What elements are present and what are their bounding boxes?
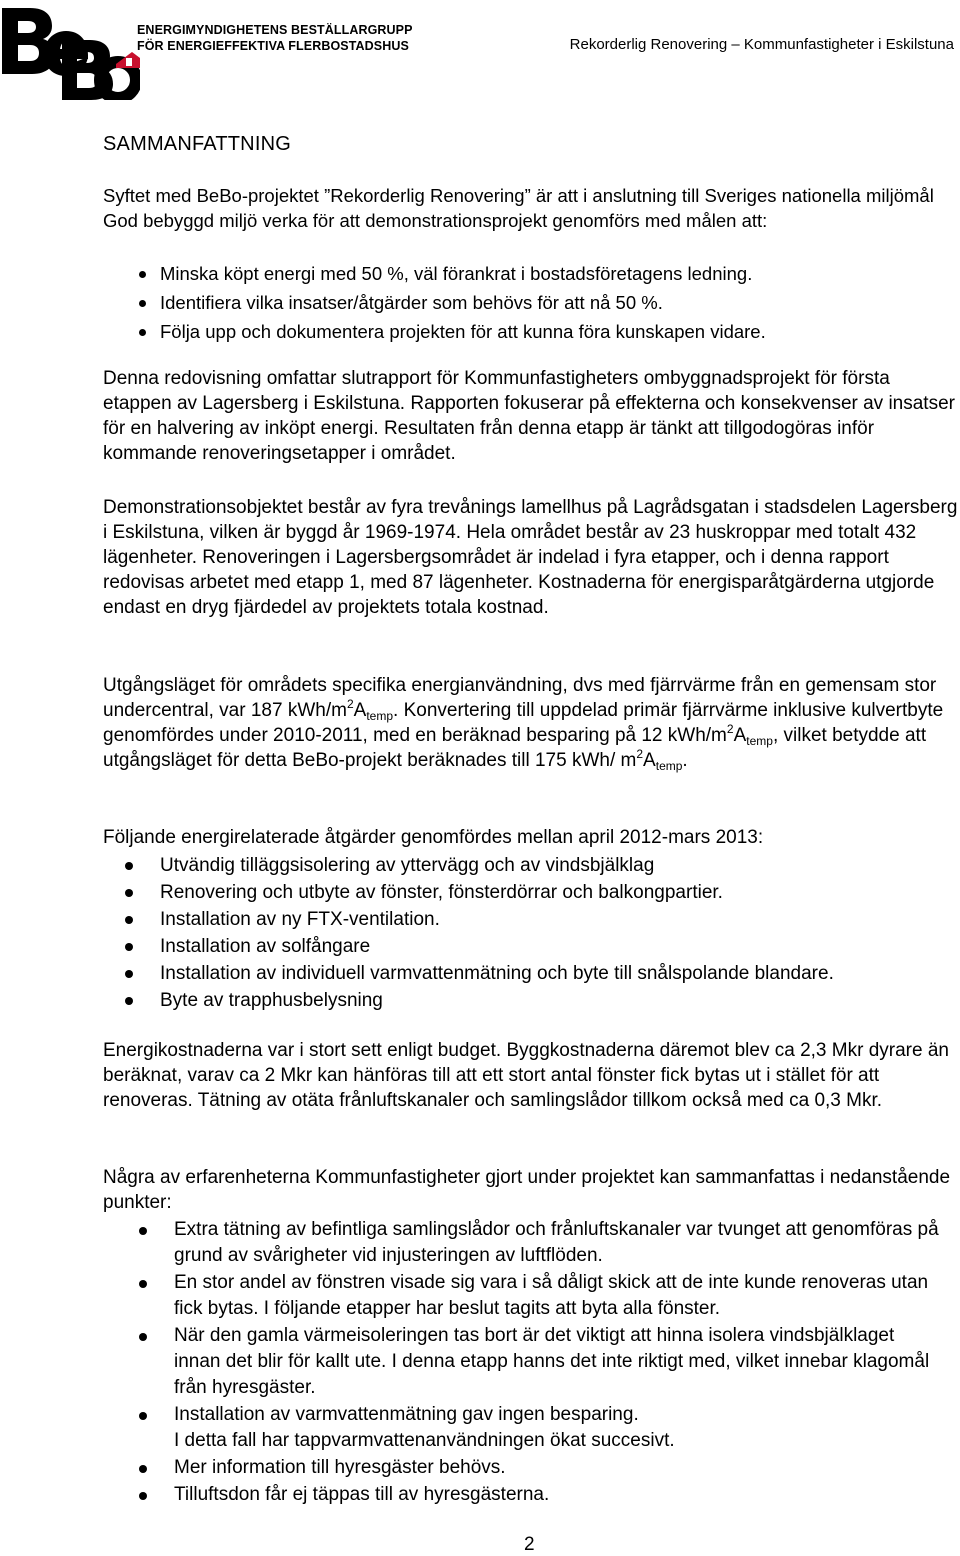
text-run: , vilket betydde att utgångsläget för detta BeBo-projekt beräknades till 175 kWh/ m xyxy=(103,725,927,771)
text-run: . Konvertering till uppdelad primär fjärrvärme inklusive kulvertbyte genomfördes under 2010-2011, med en beräknad besparing på 12 kWh/m xyxy=(103,700,944,746)
list-item: Identifiera vilka insatser/åtgärder som behövs för att nå 50 %. xyxy=(160,288,950,317)
list-item: Utvändig tilläggsisolering av yttervägg och av vindsbjälklag xyxy=(160,852,950,879)
measures-list xyxy=(160,852,950,1014)
lessons-intro: Några av erfarenheterna Kommunfastigheter gjort under projektet kan sammanfattas i nedanstående punkter: xyxy=(103,1167,951,1213)
org-name xyxy=(137,22,413,54)
lessons-list xyxy=(174,1217,944,1509)
org-line-2: FÖR ENERGIEFFEKTIVA FLERBOSTADSHUS xyxy=(137,39,409,53)
superscript: 2 xyxy=(726,722,734,736)
list-item: Installation av solfångare xyxy=(160,933,950,960)
list-item: Följa upp och dokumentera projekten för att kunna föra kunskapen vidare. xyxy=(160,317,950,346)
superscript: 2 xyxy=(636,747,644,761)
list-item: Installation av varmvattenmätning gav ingen besparing. I detta fall har tappvarmvattenanvändningen ökat succesivt. xyxy=(174,1402,944,1454)
goals-list xyxy=(160,259,950,346)
object-paragraph: Demonstrationsobjektet består av fyra trevånings lamellhus på Lagrådsgatan i stadsdelen Lagersberg i Eskilstuna, vilken är byggd år 1969-1974. Hela området består av 23 huskroppar med totalt 432 lägenheter. Renoveringen i Lagersbergsområdet är indelad i fyra etapper, och i denna rapport redovisas arbetet med etapp 1, med 87 lägenheter. Kostnaderna för energisparåtgärderna utgjorde endast en dryg fjärdedel av projektets totala kostnad. xyxy=(103,497,958,618)
text-run: . xyxy=(682,750,688,771)
list-item: När den gamla värmeisoleringen tas bort är det viktigt att hinna isolera vindsbjälklaget innan det blir för kallt ute. I denna etapp hanns det inte riktigt med, vilket innebar klagomål från hyresgäster. xyxy=(174,1323,944,1401)
org-line-1: ENERGIMYNDIGHETENS BESTÄLLARGRUPP xyxy=(137,23,413,37)
list-item: Mer information till hyresgäster behövs. xyxy=(174,1455,944,1481)
text-run: A xyxy=(643,750,656,771)
list-item: Installation av individuell varmvattenmätning och byte till snålspolande blandare. xyxy=(160,960,950,987)
energy-baseline-paragraph xyxy=(103,673,960,773)
section-title: SAMMANFATTNING xyxy=(103,133,291,155)
text-run: A xyxy=(733,725,747,746)
subscript: temp xyxy=(746,734,773,748)
intro-paragraph: Syftet med BeBo-projektet ”Rekorderlig Renovering” är att i anslutning till Sveriges nationella miljömål God bebyggd miljö verka för att demonstrationsprojekt genomförs med målen att: xyxy=(103,185,934,231)
list-item: Extra tätning av befintliga samlingslådor och frånluftskanaler var tvunget att genomföras på grund av svårigheter vid injusteringen av luftflöden. xyxy=(174,1217,944,1269)
superscript: 2 xyxy=(346,697,354,711)
list-item: Installation av ny FTX-ventilation. xyxy=(160,906,950,933)
page-number: 2 xyxy=(524,1534,535,1555)
measures-intro: Följande energirelaterade åtgärder genomfördes mellan april 2012-mars 2013: xyxy=(103,827,764,848)
subscript: temp xyxy=(655,759,683,773)
running-header: Rekorderlig Renovering – Kommunfastigheter i Eskilstuna xyxy=(569,36,954,53)
list-item: Tilluftsdon får ej täppas till av hyresgästerna. xyxy=(174,1482,944,1508)
list-item: En stor andel av fönstren visade sig vara i så dåligt skick att de inte kunde renoveras utan fick bytas. I följande etapper har beslut tagits att byta alla fönster. xyxy=(174,1270,944,1322)
text-run: Utgångsläget för områdets specifika energianvändning, dvs med fjärrvärme från en gemensam stor undercentral, var 187 kWh/m xyxy=(103,675,937,721)
costs-paragraph: Energikostnaderna var i stort sett enligt budget. Byggkostnaderna däremot blev ca 2,3 Mkr dyrare än beräknat, varav ca 2 Mkr kan hänföras till att ett stort antal fönster fick bytas ut i stället för att renoveras. Tätning av otäta frånluftskanaler och samlingslådor tillkom också med ca 0,3 Mkr. xyxy=(103,1040,949,1111)
list-item: Minska köpt energi med 50 %, väl förankrat i bostadsföretagens ledning. xyxy=(160,259,950,288)
subscript: temp xyxy=(366,709,394,723)
scope-paragraph: Denna redovisning omfattar slutrapport för Kommunfastigheters ombyggnadsprojekt för första etappen av Lagersberg i Eskilstuna. Rapporten fokuserar på effekterna och konsekvenser av insatser för en halvering av inköpt energi. Resultaten från denna etapp är tänkt att tillgodogöras inför kommande renoveringsetapper i området. xyxy=(103,368,955,464)
bebo-logo xyxy=(0,0,140,100)
list-item: Byte av trapphusbelysning xyxy=(160,987,950,1014)
list-item: Renovering och utbyte av fönster, fönsterdörrar och balkongpartier. xyxy=(160,879,950,906)
text-run: A xyxy=(353,700,367,721)
